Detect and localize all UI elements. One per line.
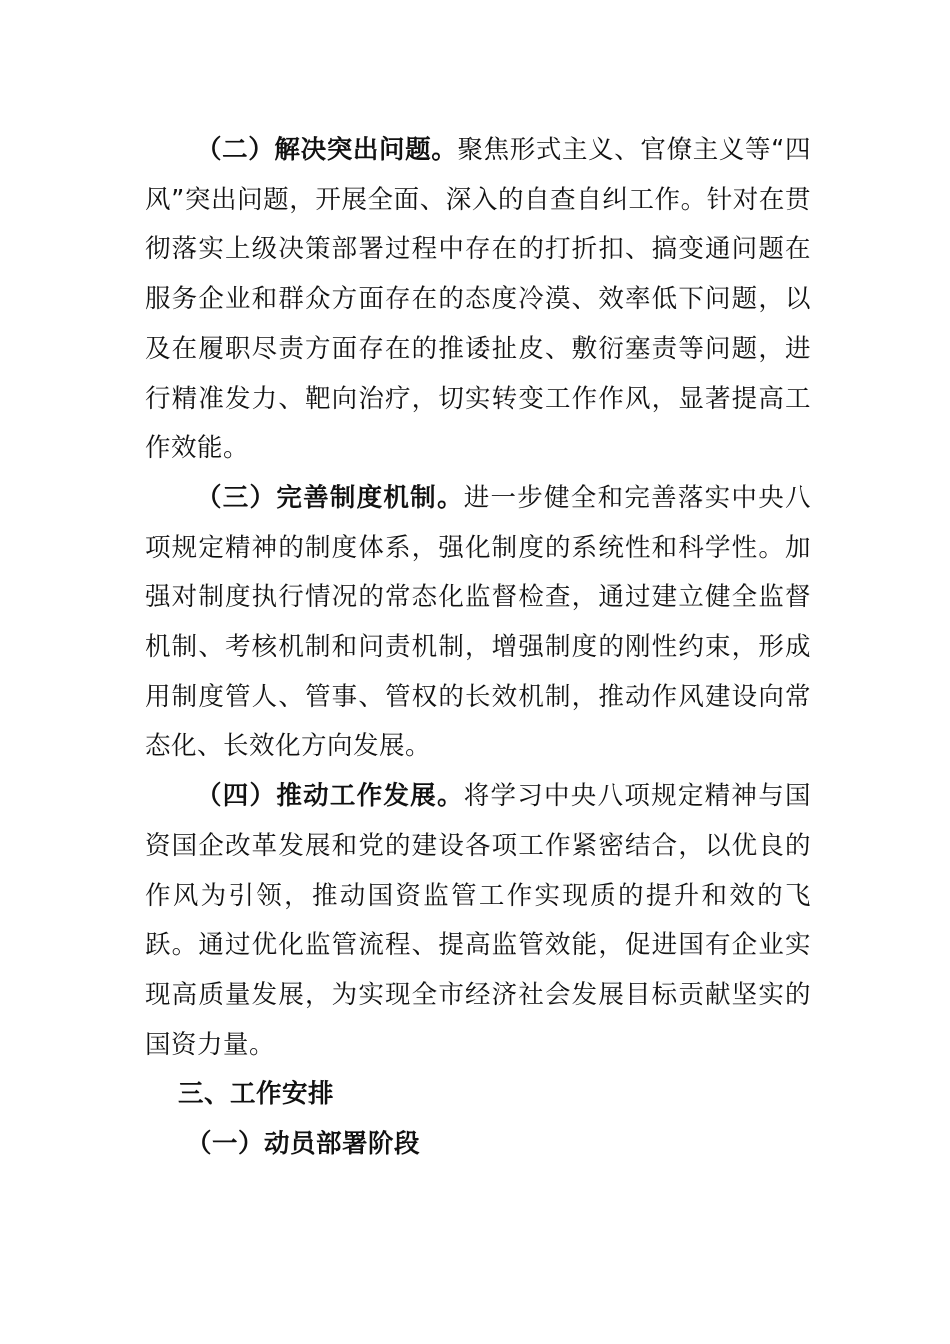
sub-heading: （一）动员部署阶段 — [186, 1129, 421, 1160]
document-body — [145, 126, 811, 1170]
paragraph-solve-problems — [145, 126, 811, 474]
paragraph-lead: （四）推动工作发展。 — [196, 781, 464, 812]
paragraph-improve-system — [145, 474, 811, 772]
paragraph-body: 进一步健全和完善落实中央八项规定精神的制度体系，强化制度的系统性和科学性。加强对制度执行情况的常态化监督检查，通过建立健全监督机制、考核机制和问责机制，增强制度的刚性约束，形成用制度管人、管事、管权的长效机制，推动作风建设向常态化、长效化方向发展。 — [145, 482, 811, 762]
paragraph-body: 聚焦形式主义、官僚主义等“四风”突出问题，开展全面、深入的自查自纠工作。针对在贯彻落实上级决策部署过程中存在的打折扣、搞变通问题在服务企业和群众方面存在的态度冷漠、效率低下问题，以及在履职尽责方面存在的推诿扯皮、敷衍塞责等问题，进行精准发力、靶向治疗，切实转变工作作风，显著提高工作效能。 — [145, 135, 811, 464]
paragraph-lead: （三）完善制度机制。 — [196, 482, 464, 513]
paragraph-body: 将学习中央八项规定精神与国资国企改革发展和党的建设各项工作紧密结合，以优良的作风为引领，推动国资监管工作实现质的提升和效的飞跃。通过优化监管流程、提高监管效能，促进国有企业实现高质量发展，为实现全市经济社会发展目标贡献坚实的国资力量。 — [145, 781, 811, 1060]
section-heading: 三、工作安排 — [178, 1079, 335, 1110]
paragraph-promote-work — [145, 772, 811, 1070]
paragraph-lead: （二）解决突出问题。 — [196, 135, 458, 165]
